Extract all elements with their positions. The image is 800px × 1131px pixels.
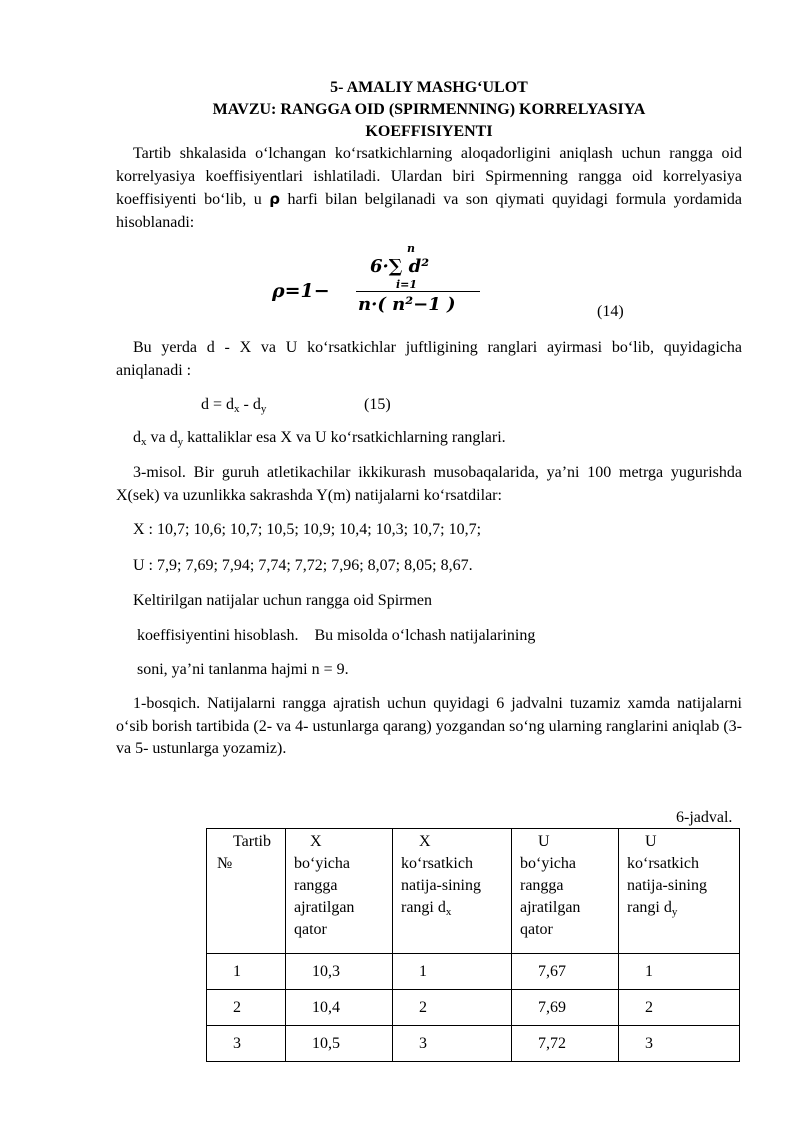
table-caption: 6-jadval. [676, 809, 733, 826]
formula-numerator: 6·∑ d² [370, 256, 430, 277]
table-row: 2 10,4 2 7,69 2 [207, 990, 740, 1026]
example-line-c: soni, ya’ni tanlanma hajmi n = 9. [133, 661, 349, 678]
formula-sum-top: n [407, 242, 415, 255]
heading-line-2: MAVZU: RANGGA OID (SPIRMENNING) KORRELYASIYA [212, 101, 646, 118]
example-line-a: Keltirilgan natijalar uchun rangga oid Spirmen [133, 592, 433, 609]
ranks-line: $d_x$ va $d_y$ kattaliklar esa X va U ko‘rsatkichlarning ranglari. [133, 429, 506, 448]
formula-number: (14) [597, 303, 624, 320]
x-values-line: X : 10,7; 10,6; 10,7; 10,5; 10,9; 10,4; 10,3; 10,7; 10,7; [133, 521, 482, 538]
intro-paragraph: Tartib shkalasida o‘lchangan ko‘rsatkichlarning aloqadorligini aniqlash uchun rangga oid korrelyasiya koeffisiyentlari ishlatiladi. Ulardan biri Spirmenning rangga oid korrelyasiya koeffisiyenti bo‘lib, u ρ harfi bilan belgilanadi va son qiymati quyidagi formula yordamida hisoblanadi: [116, 145, 743, 231]
spearman-formula [272, 240, 502, 320]
formula-d: $d = d_x - d_y$ [201, 396, 267, 415]
formula-sum-bottom: i=1 [396, 278, 418, 291]
heading-line-1: 5- AMALIY MASHG‘ULOT [330, 79, 528, 96]
rank-table [206, 828, 740, 1062]
rho-symbol: ρ [269, 190, 281, 208]
header-cell-u-series: U bo‘yicha rangga ajratilgan qator [512, 829, 619, 954]
header-cell-u-rank: U ko‘rsatkich natija-sining rangi $d_y$ [619, 829, 740, 954]
formula-denominator: n·( n²−1 ) [358, 294, 456, 315]
definition-paragraph: Bu yerda d - X va U ko‘rsatkichlar juftligining ranglari ayirmasi bo‘lib, quyidagicha aniqlanadi : [116, 339, 742, 379]
fraction-bar [356, 291, 480, 292]
example-paragraph: 3-misol. Bir guruh atletikachilar ikkikurash musobaqalarida, ya’ni 100 metrga yugurishda X(sek) va uzunlikka sakrashda Y(m) natijalarni ko‘rsatdilar: [116, 464, 742, 504]
header-cell-x-rank: X ko‘rsatkich natija-sining rangi $d_x$ [393, 829, 512, 954]
formula-d-number: (15) [364, 396, 391, 413]
example-line-b: koeffisiyentini hisoblash. Bu misolda o‘lchash natijalarining [133, 627, 536, 644]
header-cell-x-series: X bo‘yicha rangga ajratilgan qator [286, 829, 393, 954]
header-cell-index: Tartib № [207, 829, 286, 954]
table-header-row [207, 829, 740, 954]
formula-lhs: ρ=1− [272, 280, 330, 302]
table-row: 3 10,5 3 7,72 3 [207, 1026, 740, 1062]
u-values-line: U : 7,9; 7,69; 7,94; 7,74; 7,72; 7,96; 8,07; 8,05; 8,67. [133, 557, 473, 574]
table-row: 1 10,3 1 7,67 1 [207, 954, 740, 990]
step-paragraph: 1-bosqich. Natijalarni rangga ajratish uchun quyidagi 6 jadvalni tuzamiz xamda natijalarni o‘sib borish tartibida (2- va 4- ustunlarga qarang) yozgandan so‘ng ularning ranglarini aniqlab (3-va 5- ustunlarga yozamiz). [116, 695, 742, 757]
heading-line-3: KOEFFISIYENTI [365, 123, 493, 140]
